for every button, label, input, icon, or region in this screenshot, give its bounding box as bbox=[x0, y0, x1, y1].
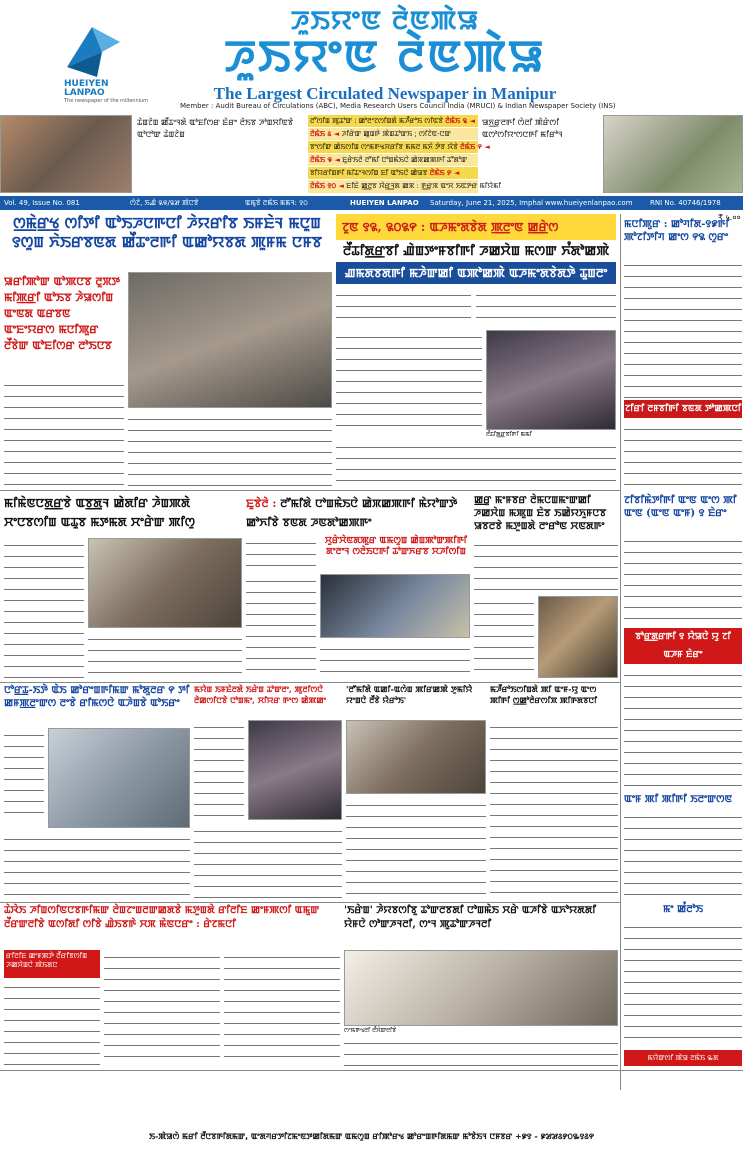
price-label: ₹ ५.०० bbox=[718, 213, 741, 222]
story-text bbox=[88, 632, 242, 678]
teaser-row[interactable]: ꯕꯦꯁꯤꯛ ꯀꯥꯏꯁꯤꯡ ꯁꯦꯃꯒꯠꯆꯔꯤꯕ ꯃꯃꯂ ꯃꯈꯥ ꯇꯥꯕ ꯋꯥꯕꯥ ꯂꯥꯃꯥꯏ ꯵ ◄ bbox=[308, 141, 478, 154]
north-eastern-headline[interactable]: ꯅꯣꯔ꯭ꯊ-ꯏꯇꯥ ꯑꯥꯏ ꯀꯣꯔꯦꯡꯒꯤꯃꯛ ꯃꯣꯗꯨꯂꯔ ꯵ ꯇꯤ ꯀꯝꯄ꯭ꯂꯦꯛꯁ ꯂꯦꯕꯥ ꯔꯤꯃꯁꯅꯥ ꯑꯍꯥꯡꯕꯥ ꯑꯣꯏꯔꯦ bbox=[4, 685, 190, 709]
logo-subtitle: The newspaper of the millennium bbox=[64, 98, 149, 104]
story-text bbox=[474, 596, 534, 678]
story-plane-crash-sub: ꯉꯃꯗꯕꯗꯒꯤ ꯃꯍꯥꯛꯀꯤ ꯑꯄꯣꯀꯄꯥ ꯑꯍꯃꯦꯗꯕꯥꯗꯇꯥ ꯊꯨꯡꯂꯦ bbox=[336, 262, 616, 284]
pages-label: ꯑꯃꯨꯕꯥ ꯂꯃꯥꯏ ꯃꯃꯜ: ꯱꯰ bbox=[245, 199, 308, 207]
teaser-box bbox=[308, 115, 501, 193]
masthead bbox=[0, 0, 743, 115]
masthead-tagline: The Largest Circulated Newspaper in Manipur bbox=[213, 84, 557, 103]
story-text bbox=[624, 258, 742, 398]
story-plane-crash-headline-2: ꯂꯩꯊꯤꯗ꯭ꯔꯕꯤ ꯉꯥꯡꯇꯦꯝꯕꯤꯒꯤ ꯍꯀꯆꯥꯡ ꯃꯁꯛ ꯈꯪꯗꯣꯀꯄꯥ bbox=[342, 244, 610, 259]
story-text bbox=[624, 422, 742, 490]
nscn-headline[interactable]: ꯖꯤꯕꯤꯃꯥꯇꯤꯒꯤ ꯑꯦꯟ ꯑꯦꯁ ꯄꯤ ꯑꯦꯟ (ꯑꯦꯟ ꯑꯦꯝ) ꯱ ꯐꯥꯔꯦ bbox=[624, 495, 737, 519]
story-smart-city-sub: ꯎꯔꯤꯄꯣꯛ ꯑꯣꯄꯅꯕ ꯂꯨꯞꯇ ꯃꯤꯄ꯭ꯔꯤ ꯑꯣꯏꯕ ꯍꯥꯎꯁꯤꯡ ꯑꯦꯟꯗ ꯑꯔꯕꯟ ꯑꯦꯐꯦꯌꯔꯁ ꯃꯅꯤꯄꯨꯔ ꯂꯩꯕꯥꯛ ꯑꯣꯐꯤꯁꯔ ꯂꯣꯏꯅꯕ bbox=[4, 275, 120, 352]
protest-rally-photo bbox=[88, 538, 242, 628]
story-text bbox=[4, 980, 100, 1066]
story-text bbox=[624, 920, 742, 1046]
inauguration-photo bbox=[48, 728, 190, 828]
abdul-kadir-headline[interactable]: ꯃꯤꯃꯥꯟꯅꯗ꯭ꯔꯕꯥ ꯑꯕ꯭ꯗꯨꯜ ꯀꯥꯗꯤꯔ ꯍꯥꯡꯄꯗꯥ ꯆꯦꯅꯕꯁꯤꯡ ꯑꯊꯨꯕ ꯃꯇꯃꯗ ꯆꯦꯔꯥꯛ ꯄꯤꯁꯨ bbox=[4, 496, 195, 529]
ribbon-cutting-photo bbox=[0, 115, 132, 193]
paper-name: HUEIYEN LANPAO bbox=[350, 199, 419, 207]
air-hostess-photo bbox=[486, 330, 616, 430]
teaser-row[interactable]: ꯕꯤꯌꯔꯤꯡꯒꯤ ꯃꯤꯊꯦꯜꯁꯤꯡ ꯐꯤ ꯑꯣꯏꯅꯥ ꯀꯥꯎꯕ ꯂꯥꯃꯥꯏ ꯸ ◄ bbox=[308, 167, 478, 180]
teaser-row[interactable]: ꯂꯥꯃꯥꯏ ꯴ ◄ ꯍꯤꯔꯥꯛ ꯀꯨꯡꯒꯥ ꯄꯥꯡꯊꯣꯛꯏ ; ꯁꯤꯖꯥꯟ-ꯅꯛ bbox=[308, 128, 478, 141]
story-text bbox=[194, 824, 342, 898]
story-text bbox=[476, 288, 616, 328]
phubala-headline[interactable]: ꯐꯨꯕꯥꯂꯥ : ꯂꯧꯃꯤꯗꯥ ꯅꯣꯡꯃꯥꯏꯅꯥ ꯀꯥꯞꯀꯄꯒꯤ ꯃꯥꯌꯣꯛꯇꯥ ꯀꯣꯈꯤꯕꯥ ꯕꯟꯗ ꯍꯟꯗꯣꯀꯄꯒꯦ bbox=[246, 497, 458, 529]
story-text bbox=[336, 288, 471, 328]
story-text bbox=[490, 720, 618, 898]
story-text bbox=[624, 668, 742, 788]
scholarship-headline[interactable]: ꯃꯍꯩꯔꯣꯏꯁꯤꯡꯗꯥ ꯄꯤ ꯑꯦꯝ-ꯌꯨ ꯑꯦꯁ ꯄꯤꯒꯤ ꯁ꯭ꯀꯣꯂꯥꯔꯁꯤꯞ ꯄꯤꯒꯗꯕꯅꯤ bbox=[490, 684, 598, 705]
rni-number: RNI No. 40746/1978 bbox=[650, 199, 721, 207]
story-text bbox=[624, 810, 742, 898]
night-protest-photo bbox=[248, 720, 342, 820]
website-link[interactable]: www.hueiyenlanpao.com bbox=[545, 199, 633, 207]
may-kangloi-headline[interactable]: ꯃꯦ ꯀꯪꯂꯣꯏ bbox=[662, 904, 703, 915]
masthead-small-title: ꯍꯨꯏꯌꯦꯟ ꯂꯥꯟꯄꯥꯎ bbox=[290, 6, 480, 36]
relief-camp-headline[interactable]: ꯊꯥꯋꯥꯏ ꯍꯤꯡꯁꯤꯟꯅꯕꯒꯤꯃꯛ ꯂꯥꯡꯖꯦꯡꯂꯛꯀꯗꯕꯥ ꯃꯇꯨꯡꯗꯥ ꯔꯤꯂꯤꯐ ꯀꯦꯝꯄꯁꯤ ꯑꯃꯨꯛ ꯂꯩꯔꯛꯂꯤꯕꯥ ꯑꯁꯤꯗꯤ ꯁꯤꯕꯥ ꯉꯥꯏꯕꯒꯥ ꯆꯞ ꯃꯥꯟꯅꯔꯦ : ꯔꯥꯖꯃꯅꯤ bbox=[4, 905, 320, 930]
story-text bbox=[4, 832, 190, 898]
jiri-headline[interactable]: ꯖꯤꯔꯤ ꯂꯝꯕꯤꯒꯤ ꯕꯟꯗ ꯇꯣꯀꯄꯅꯤ bbox=[624, 400, 742, 418]
association-meeting-photo bbox=[603, 115, 743, 193]
irang-headline[interactable]: 'ꯏꯔꯥꯡ' ꯍꯥꯌꯕꯁꯤꯕꯨ ꯊꯣꯛꯂꯕꯗꯤ ꯅꯣꯡꯃꯥꯏ ꯆꯔꯥ ꯑꯍꯤꯕꯥ ꯑꯈꯣꯌꯗꯗꯤ ꯌꯥꯝꯅꯥ ꯁꯣꯛꯍꯜꯂꯤ, ꯁꯦꯜ ꯄꯨꯊꯣꯛꯍꯜꯂꯤ bbox=[344, 905, 597, 930]
logo-text: HUEIYEN LANPAO bbox=[64, 79, 109, 98]
phubala-sub: ꯆꯨꯔꯥꯆꯥꯟꯗꯄꯨꯔ ꯑꯃꯁꯨꯡ ꯀꯥꯡꯄꯣꯛꯄꯤꯒꯤ ꯗꯦꯂꯦꯜ ꯁꯂꯥꯏꯅꯒꯤ ꯊꯣꯛꯈꯔꯕ ꯆꯍꯤꯁꯤꯡ bbox=[324, 536, 468, 557]
story-text bbox=[4, 728, 44, 818]
top-left-caption: ꯊꯥꯡꯖꯥꯡ ꯀꯩꯊꯦꯜꯗꯥ ꯑꯣꯐꯤꯁꯔ ꯐꯥꯔꯦ ꯂꯥꯏꯕ ꯍꯣꯡꯆꯤꯟꯕꯥ ꯑꯣꯅꯣꯛ ꯊꯥꯡꯖꯥꯡ bbox=[137, 118, 294, 139]
teaser-row[interactable]: ꯂꯥꯃꯥꯏ ꯶ ◄ ꯐꯨꯔꯥꯏꯂꯥ ꯂꯧꯃꯤ ꯅꯣꯡꯃꯥꯏꯅꯥ ꯀꯥꯞꯀꯄꯒꯤ ꯊꯧꯗꯣꯛ bbox=[308, 154, 478, 167]
interview-photo bbox=[346, 720, 486, 794]
footer-contact: ꯏ-ꯄꯥꯎꯁꯥ ꯃꯔꯤ ꯂꯩꯅꯕꯒꯤꯗꯃꯛ, ꯑꯦꯗꯚꯔꯇꯤꯖꯃꯦꯟꯇꯀꯤꯗꯃꯛ ꯑꯃꯁꯨꯡ ꯔꯤꯄꯣꯔꯠ ꯀꯣꯔꯦꯡꯒꯤꯗꯃꯛ ꯃꯣꯕꯥꯏꯜ ꯅꯝꯕꯔ +꯹꯱ - ꯹꯷꯷꯴꯸꯰꯳꯱꯴꯵ bbox=[149, 1132, 594, 1141]
story-text bbox=[346, 798, 486, 898]
air-hostess-caption: ꯂꯩꯊꯤꯗ꯭ꯔꯕꯤꯒꯤ ꯃꯃꯤ bbox=[486, 431, 532, 438]
story-text bbox=[4, 378, 124, 486]
english-date: Saturday, June 21, 2025, Imphal bbox=[430, 199, 544, 207]
mpp-election-headline[interactable]: ꯑꯦꯝ ꯄꯤ ꯄꯤꯒꯤ ꯏꯂꯦꯛꯁꯟ bbox=[624, 794, 733, 805]
relief-camp-box: ꯔꯤꯂꯤꯐ ꯀꯦꯝꯄꯇꯥ ꯂꯩꯔꯤꯕꯁꯤꯡ ꯍꯀꯆꯥꯡꯅꯥ ꯄꯥꯏꯗꯅ bbox=[4, 950, 100, 978]
story-text bbox=[320, 642, 470, 678]
protest-imphal-headline[interactable]: ꯃꯌꯥꯡ ꯏꯝꯐꯥꯂꯗꯥ ꯏꯔꯥꯡ ꯊꯣꯛꯂꯦ, ꯄꯨꯂꯤꯁꯅꯥ ꯂꯥꯀꯁꯤꯅꯕꯥ ꯅꯣꯡꯃꯦ, ꯆꯤꯌꯔ ꯒꯦꯁ ꯀꯥꯄꯀꯦ bbox=[194, 684, 327, 705]
border-headline[interactable]: ꯕꯣꯔ꯭ꯗꯔꯒꯤ ꯱ ꯌꯥꯎꯅꯥ ꯌꯨ ꯖꯤ ꯑꯍꯝ ꯐꯥꯔꯦ bbox=[624, 628, 742, 664]
story-text bbox=[344, 1036, 618, 1066]
issue-info-bar bbox=[0, 196, 743, 210]
story-text bbox=[4, 538, 84, 678]
story-plane-crash-headline-box[interactable]: ꯖꯨꯟ ꯱꯲, ꯲꯰꯲꯵ : ꯑꯍꯃꯦꯗꯕꯥꯗ ꯄ꯭ꯂꯦꯟ ꯀ꯭ꯔꯥꯁ bbox=[336, 214, 616, 240]
masthead-membership: Member : Audit Bureau of Circulations (ABC), Media Research Users Council India (MRUCI) & Indian Newspaper Society (INS) bbox=[180, 102, 616, 110]
top-right-caption: ꯎꯈ꯭ꯔꯨꯂꯒꯤ ꯁꯥꯂꯤ ꯄꯥꯔꯥꯁꯤ ꯑꯁꯣꯁꯤꯌꯦꯁꯅꯒꯤ ꯃꯤꯔꯣꯜ bbox=[482, 118, 563, 139]
covid-headline[interactable]: ꯃꯅꯤꯄꯨꯔ : ꯀꯣꯚꯤꯗ-꯱꯹ꯒꯤ ꯄꯣꯖꯤꯇꯤꯚ ꯀꯦꯁ ꯵꯲ ꯁꯨꯔꯦ bbox=[624, 219, 730, 243]
local-date: ꯁꯥꯖꯥ, ꯏꯉꯥ ꯲꯶/꯲꯷ ꯄꯥꯅꯕꯥ bbox=[130, 199, 199, 207]
story-text bbox=[104, 950, 220, 1066]
continued-note: ꯃꯌꯥꯛꯁꯤ ꯄꯥꯎ ꯂꯃꯥꯏ ꯳ꯗ bbox=[624, 1050, 742, 1066]
crew-member-headline[interactable]: ꯀ꯭ꯔꯨ ꯃꯦꯝꯕꯔ ꯂꯥꯃꯅꯡꯃꯦꯛꯀꯤ ꯍꯀꯆꯥꯡ ꯃꯄꯨꯡ ꯐꯥꯕ ꯏꯀꯥꯌꯈꯨꯝꯅꯕ ꯎꯕꯂꯕꯥ ꯃꯇꯨꯡꯗꯥ ꯂꯦꯔꯣꯟ ꯆꯟꯗꯒꯦ bbox=[474, 495, 607, 532]
teaser-row[interactable]: ꯂꯧꯁꯤꯡ ꯄꯨꯊꯣꯛ : ꯀꯣꯂꯦꯖꯁꯤꯡꯗꯥ ꯃꯍꯩꯔꯣꯏ ꯁꯤꯟꯕꯥ ꯂꯥꯃꯥꯏ ꯲ ◄ bbox=[308, 115, 478, 128]
loumi-headline[interactable]: 'ꯂꯧꯃꯤꯗꯥ ꯑꯀꯤ-ꯑꯁꯥꯡ ꯄꯤꯔꯀꯄꯥ ꯇꯨꯃꯤꯌꯥ ꯌꯦꯡꯅꯥ ꯂꯩꯕꯥ ꯌꯥꯔꯣꯏ' bbox=[346, 684, 473, 705]
volume-label: Vol. 49, Issue No. 081 bbox=[4, 199, 80, 207]
story-text bbox=[194, 720, 244, 820]
origami-bird-logo-icon bbox=[62, 22, 124, 82]
story-text bbox=[336, 330, 482, 436]
story-text bbox=[246, 574, 316, 678]
teaser-row[interactable]: ꯂꯥꯃꯥꯏ ꯱꯰ ◄ ꯐꯤꯐꯥ ꯀ꯭ꯂꯕ ꯋꯥꯔ꯭ꯜꯗ ꯀꯞ : ꯒ꯭ꯔꯨꯞ ꯑꯦꯆ ꯏꯟꯇꯔ ꯃꯤꯌꯥꯃꯤ bbox=[308, 180, 478, 193]
market-caption: ꯁꯦꯃꯒꯠꯂꯤ ꯂꯩꯆꯥꯛꯂꯤꯕꯥ bbox=[344, 1027, 397, 1034]
funeral-photo bbox=[538, 596, 618, 678]
garbage-dump-photo bbox=[128, 272, 332, 408]
masthead-title: ꯍꯨꯏꯌꯦꯟ ꯂꯥꯟꯄꯥꯎ bbox=[224, 31, 546, 82]
story-smart-city-headline[interactable]: ꯁ꯭ꯃꯥꯔ꯭ꯠ ꯁꯤꯇꯤ ꯑꯣꯏꯍꯅꯒꯅꯤ ꯍꯥꯌꯔꯤꯕ ꯏꯝꯐꯥꯜ ꯃꯅꯨꯡ ꯱ꯁꯨꯡ ꯈꯥꯏꯔꯕꯟꯗ ꯀꯩꯊꯦꯂꯒꯤ ꯑꯀꯣꯌꯕꯗ ꯄꯨꯝꯃ ꯅꯝꯕ bbox=[11, 214, 323, 251]
story-text bbox=[224, 950, 340, 1066]
story-text bbox=[474, 538, 618, 594]
story-text bbox=[128, 412, 332, 486]
story-text bbox=[624, 534, 742, 624]
ministers-visit-photo bbox=[320, 574, 470, 638]
market-women-photo bbox=[344, 950, 618, 1026]
story-text bbox=[336, 440, 616, 486]
